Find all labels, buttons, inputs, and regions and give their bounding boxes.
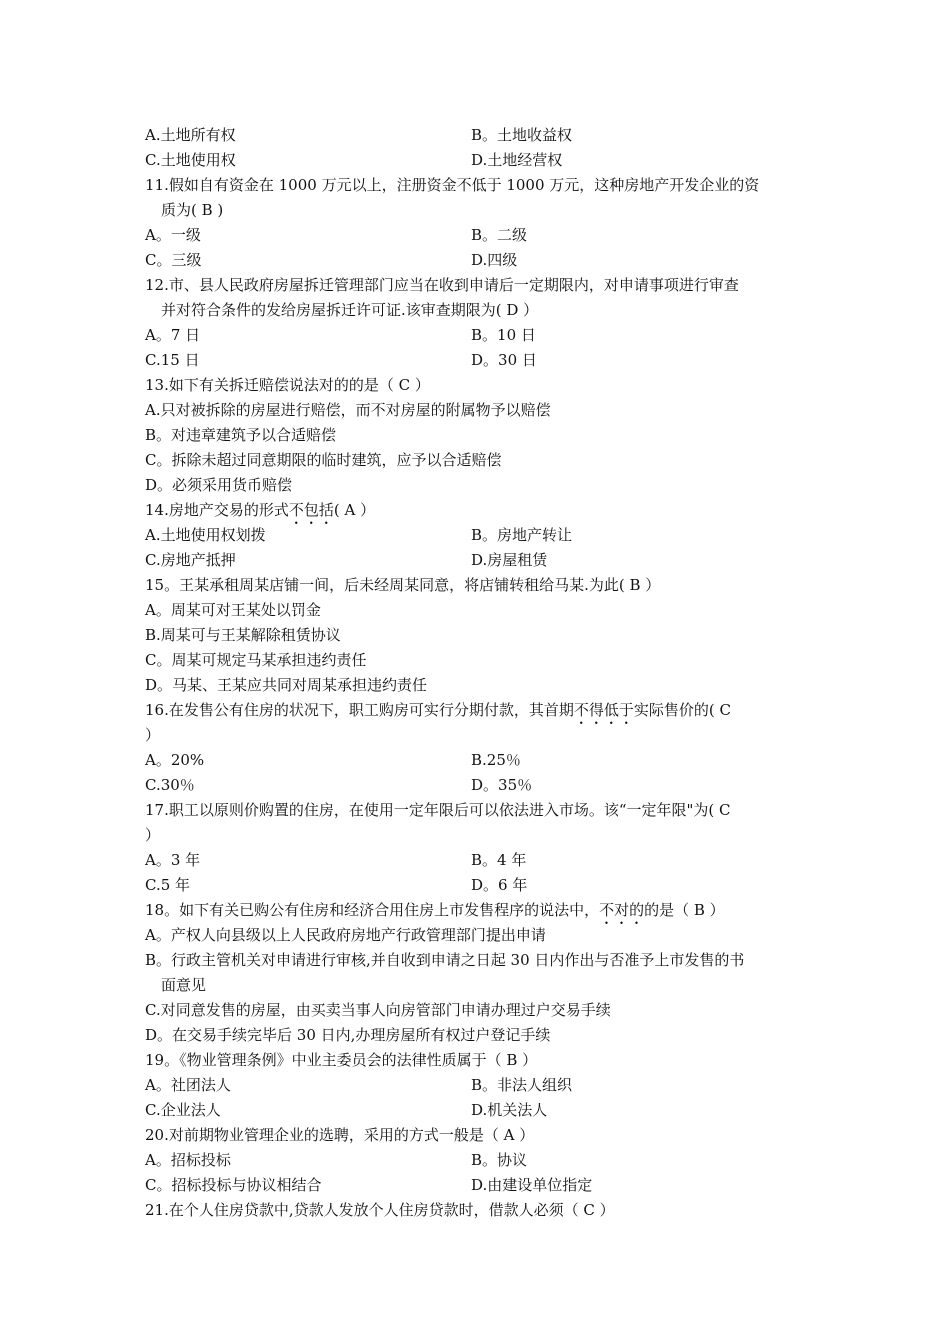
option-left: A。7 日	[145, 326, 201, 344]
question-continuation: 质为( B )	[161, 201, 224, 219]
option-row	[145, 223, 810, 248]
text-line: C。周某可规定马某承担违约责任	[145, 651, 367, 669]
question-text: 实际售价的( C	[633, 701, 731, 719]
option-row	[145, 1073, 810, 1098]
option-right: B。协议	[471, 1151, 528, 1169]
option-row	[145, 548, 810, 573]
text-line: 17.职工以原则价购置的住房，在使用一定年限后可以依法进入市场。该“一定年限"为( C	[145, 801, 731, 819]
text-line: 12.市、县人民政府房屋拆迁管理部门应当在收到申请后一定期限内，对申请事项进行审查	[145, 276, 739, 294]
option-right: D.房屋租赁	[471, 551, 548, 569]
question-text: 14.房地产交易的形式	[145, 501, 289, 519]
question-line	[145, 698, 810, 723]
option-right: D。6 年	[471, 876, 528, 894]
text-line: 20.对前期物业管理企业的选聘，采用的方式一般是（ A ）	[145, 1126, 535, 1144]
option-right: B。10 日	[471, 326, 536, 344]
option-left: C.30％	[145, 776, 195, 794]
text-line: D。必须采用货币赔偿	[145, 476, 293, 494]
text-line: D。马某、王某应共同对周某承担违约责任	[145, 676, 428, 694]
exam-content	[145, 123, 810, 1223]
option-row	[145, 848, 810, 873]
option-row	[145, 248, 810, 273]
question-text: 16.在发售公有住房的状况下，职工购房可实行分期付款，其首期	[145, 701, 574, 719]
text-line: A。产权人向县级以上人民政府房地产行政管理部门提出申请	[145, 926, 546, 944]
option-row	[145, 873, 810, 898]
question-text: ( A ）	[333, 501, 376, 519]
option-row	[145, 123, 810, 148]
option-right: B。土地收益权	[471, 126, 573, 144]
option-left: A.土地所有权	[145, 126, 236, 144]
text-line: B。对违章建筑予以合适赔偿	[145, 426, 337, 444]
question-continuation: 并对符合条件的发给房屋拆迁许可证.该审查期限为( D ）	[161, 301, 539, 319]
option-right: D.四级	[471, 251, 518, 269]
text-line: A.只对被拆除的房屋进行赔偿，而不对房屋的附属物予以赔偿	[145, 401, 551, 419]
text-line: ）	[145, 726, 161, 744]
question-line	[145, 898, 810, 923]
option-left: A。一级	[145, 226, 201, 244]
option-row	[145, 523, 810, 548]
option-right: D.机关法人	[471, 1101, 548, 1119]
option-row	[145, 748, 810, 773]
text-line: B.周某可与王某解除租赁协议	[145, 626, 341, 644]
text-line: A。周某可对王某处以罚金	[145, 601, 321, 619]
option-left: C.5 年	[145, 876, 191, 894]
option-row	[145, 348, 810, 373]
option-row	[145, 1173, 810, 1198]
text-line: C。拆除未超过同意期限的临时建筑，应予以合适赔偿	[145, 451, 502, 469]
question-continuation: 面意见	[161, 976, 207, 994]
option-left: C.土地使用权	[145, 151, 236, 169]
question-line	[145, 498, 810, 523]
question-text: 18。如下有关已购公有住房和经济合用住房上市发售程序的说法中，	[145, 901, 600, 919]
option-left: A。社团法人	[145, 1076, 231, 1094]
option-left: A。20%	[145, 751, 205, 769]
option-right: D.土地经营权	[471, 151, 563, 169]
question-text: 的是（ B ）	[644, 901, 725, 919]
text-line: ）	[145, 826, 161, 844]
option-left: A.土地使用权划拨	[145, 526, 266, 544]
option-left: A。3 年	[145, 851, 201, 869]
option-right: B.25％	[471, 751, 521, 769]
text-line: 13.如下有关拆迁赔偿说法对的的是（ C ）	[145, 376, 430, 394]
text-line: 21.在个人住房贷款中,贷款人发放个人住房贷款时，借款人必须（ C ）	[145, 1201, 615, 1219]
text-line: C.对同意发售的房屋，由买卖当事人向房管部门申请办理过户交易手续	[145, 1001, 611, 1019]
option-right: B。4 年	[471, 851, 527, 869]
option-left: C.企业法人	[145, 1101, 221, 1119]
option-left: C。招标投标与协议相结合	[145, 1176, 322, 1194]
option-row	[145, 323, 810, 348]
emphasis-dotted-text: 不包括	[288, 501, 334, 519]
text-line: B。行政主管机关对申请进行审核,并自收到申请之日起 30 日内作出与否准予上市发售的书	[145, 951, 745, 969]
option-row	[145, 148, 810, 173]
option-left: C.房地产抵押	[145, 551, 236, 569]
option-left: C.15 日	[145, 351, 200, 369]
text-line: D。在交易手续完毕后 30 日内,办理房屋所有权过户登记手续	[145, 1026, 551, 1044]
option-right: B。二级	[471, 226, 528, 244]
text-line: 19。《物业管理条例》中业主委员会的法律性质属于（ B ）	[145, 1051, 538, 1069]
text-line: 11.假如自有资金在 1000 万元以上，注册资金不低于 1000 万元，这种房地产开发企业的资	[145, 176, 760, 194]
emphasis-dotted-text: 不得低于	[573, 701, 634, 719]
option-right: D。30 日	[471, 351, 537, 369]
option-left: A。招标投标	[145, 1151, 231, 1169]
option-right: B。非法人组织	[471, 1076, 573, 1094]
option-right: D。35％	[471, 776, 533, 794]
option-row	[145, 773, 810, 798]
emphasis-dotted-text: 不对的	[599, 901, 645, 919]
option-right: B。房地产转让	[471, 526, 573, 544]
text-line: 15。王某承租周某店铺一间，后未经周某同意，将店铺转租给马某.为此( B ）	[145, 576, 661, 594]
option-left: C。三级	[145, 251, 202, 269]
option-row	[145, 1148, 810, 1173]
option-right: D.由建设单位指定	[471, 1176, 593, 1194]
option-row	[145, 1098, 810, 1123]
